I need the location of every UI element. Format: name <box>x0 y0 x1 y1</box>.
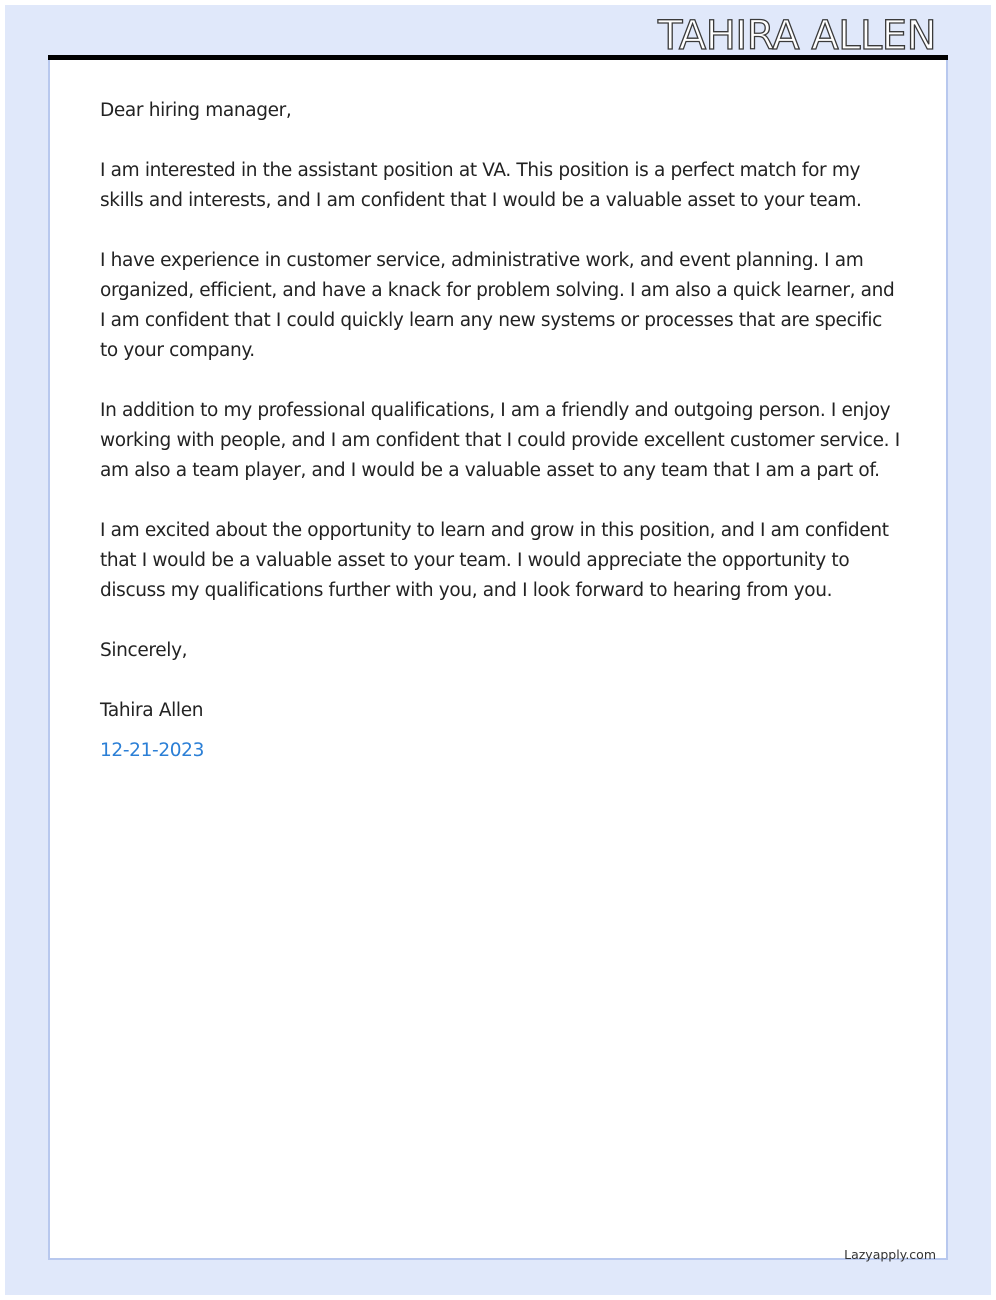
paragraph-2: I have experience in customer service, administrative work, and event planning. I am organized, efficient, and have a knack for problem solving. I am also a quick learner, and I am confident that I could quickly learn any new systems or processes that are specific to your company. <box>100 250 895 361</box>
paragraph-1: I am interested in the assistant position at VA. This position is a perfect match for my skills and interests, and I am confident that I would be a valuable asset to your team. <box>100 160 862 211</box>
paragraph-3: In addition to my professional qualifications, I am a friendly and outgoing person. I enjoy working with people, and I am confident that I could provide excellent customer service. I am also a team player, and I would be a valuable asset to any team that I am a part of. <box>100 400 900 481</box>
closing: Sincerely, <box>100 640 188 661</box>
cover-letter-body <box>100 96 900 796</box>
applicant-name-header: TAHIRA ALLEN <box>658 13 936 59</box>
signature-name: Tahira Allen <box>100 700 204 721</box>
paragraph-4: I am excited about the opportunity to learn and grow in this position, and I am confident that I would be a valuable asset to your team. I would appreciate the opportunity to discuss my qualifications further with you, and I look forward to hearing from you. <box>100 520 889 601</box>
letter-date: 12-21-2023 <box>100 740 205 761</box>
watermark-link[interactable]: Lazyapply.com <box>844 1247 936 1262</box>
salutation: Dear hiring manager, <box>100 100 292 121</box>
